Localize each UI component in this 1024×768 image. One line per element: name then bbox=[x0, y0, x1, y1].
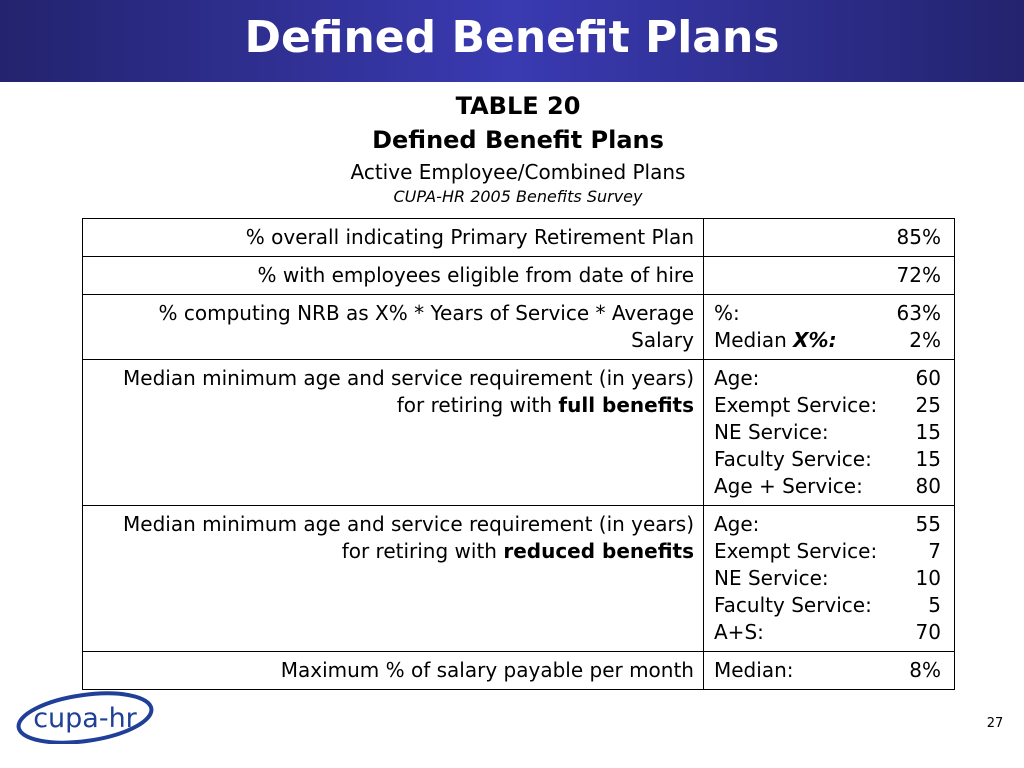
item-line bbox=[714, 446, 941, 473]
pct-value: 63% bbox=[896, 301, 941, 325]
item-value: 25 bbox=[915, 393, 941, 417]
median-value: 8% bbox=[909, 658, 941, 682]
slide-title: Defined Benefit Plans bbox=[244, 12, 780, 63]
logo-text: cupa-hr bbox=[33, 703, 137, 734]
item-key: Age + Service: bbox=[714, 474, 863, 498]
table-source: CUPA-HR 2005 Benefits Survey bbox=[393, 187, 643, 206]
row-label-text: Median minimum age and service requirement (in years) for retiring with bbox=[123, 512, 694, 563]
row-label bbox=[83, 506, 704, 652]
table-subtitle: Active Employee/Combined Plans bbox=[350, 160, 686, 184]
row-label-text: Median minimum age and service requirement (in years) for retiring with bbox=[123, 366, 694, 417]
median-value: 2% bbox=[909, 328, 941, 352]
row-value bbox=[704, 506, 955, 652]
item-line bbox=[714, 538, 941, 565]
table-number: TABLE 20 bbox=[455, 92, 581, 120]
item-value: 15 bbox=[915, 447, 941, 471]
table-title: Defined Benefit Plans bbox=[372, 126, 664, 154]
item-value: 5 bbox=[928, 593, 941, 617]
row-value: 85% bbox=[704, 219, 955, 257]
item-line bbox=[714, 592, 941, 619]
table-row bbox=[83, 257, 955, 295]
median-key: Median: bbox=[714, 658, 794, 682]
row-value bbox=[704, 295, 955, 360]
row-value bbox=[704, 360, 955, 506]
row-label: Maximum % of salary payable per month bbox=[83, 652, 704, 690]
item-line bbox=[714, 565, 941, 592]
item-key: Age: bbox=[714, 512, 760, 536]
item-line bbox=[714, 619, 941, 646]
item-line bbox=[714, 392, 941, 419]
median-key-text: Median bbox=[714, 328, 787, 352]
row-label-text: % computing NRB as X% * Years of Service * Average Salary bbox=[158, 301, 694, 352]
table-row bbox=[83, 295, 955, 360]
item-key: A+S: bbox=[714, 620, 764, 644]
pct-line bbox=[714, 300, 941, 327]
median-line bbox=[714, 327, 941, 354]
table-row bbox=[83, 652, 955, 690]
table-row bbox=[83, 219, 955, 257]
cupa-hr-logo bbox=[14, 690, 156, 744]
median-line bbox=[714, 657, 941, 684]
item-value: 15 bbox=[915, 420, 941, 444]
row-label-emphasis: reduced benefits bbox=[503, 539, 694, 563]
row-value: 72% bbox=[704, 257, 955, 295]
pct-key: %: bbox=[714, 301, 740, 325]
item-value: 60 bbox=[915, 366, 941, 390]
row-label bbox=[83, 295, 704, 360]
row-label: % with employees eligible from date of hire bbox=[83, 257, 704, 295]
item-key: Exempt Service: bbox=[714, 539, 878, 563]
item-value: 70 bbox=[915, 620, 941, 644]
item-key: Exempt Service: bbox=[714, 393, 878, 417]
item-line bbox=[714, 365, 941, 392]
item-value: 55 bbox=[915, 512, 941, 536]
median-key bbox=[714, 327, 837, 354]
item-key: Faculty Service: bbox=[714, 447, 872, 471]
item-line bbox=[714, 419, 941, 446]
item-value: 80 bbox=[915, 474, 941, 498]
slide-header bbox=[0, 0, 1024, 82]
benefits-table bbox=[82, 218, 955, 690]
row-label bbox=[83, 360, 704, 506]
item-key: Faculty Service: bbox=[714, 593, 872, 617]
item-key: Age: bbox=[714, 366, 760, 390]
page-number: 27 bbox=[986, 716, 1004, 731]
row-value bbox=[704, 652, 955, 690]
median-key-bold: X%: bbox=[793, 328, 837, 352]
row-label-emphasis: full benefits bbox=[558, 393, 694, 417]
item-line bbox=[714, 473, 941, 500]
item-line bbox=[714, 511, 941, 538]
item-key: NE Service: bbox=[714, 420, 829, 444]
table-row bbox=[83, 506, 955, 652]
item-value: 10 bbox=[915, 566, 941, 590]
item-key: NE Service: bbox=[714, 566, 829, 590]
row-label: % overall indicating Primary Retirement Plan bbox=[83, 219, 704, 257]
item-value: 7 bbox=[928, 539, 941, 563]
table-row bbox=[83, 360, 955, 506]
